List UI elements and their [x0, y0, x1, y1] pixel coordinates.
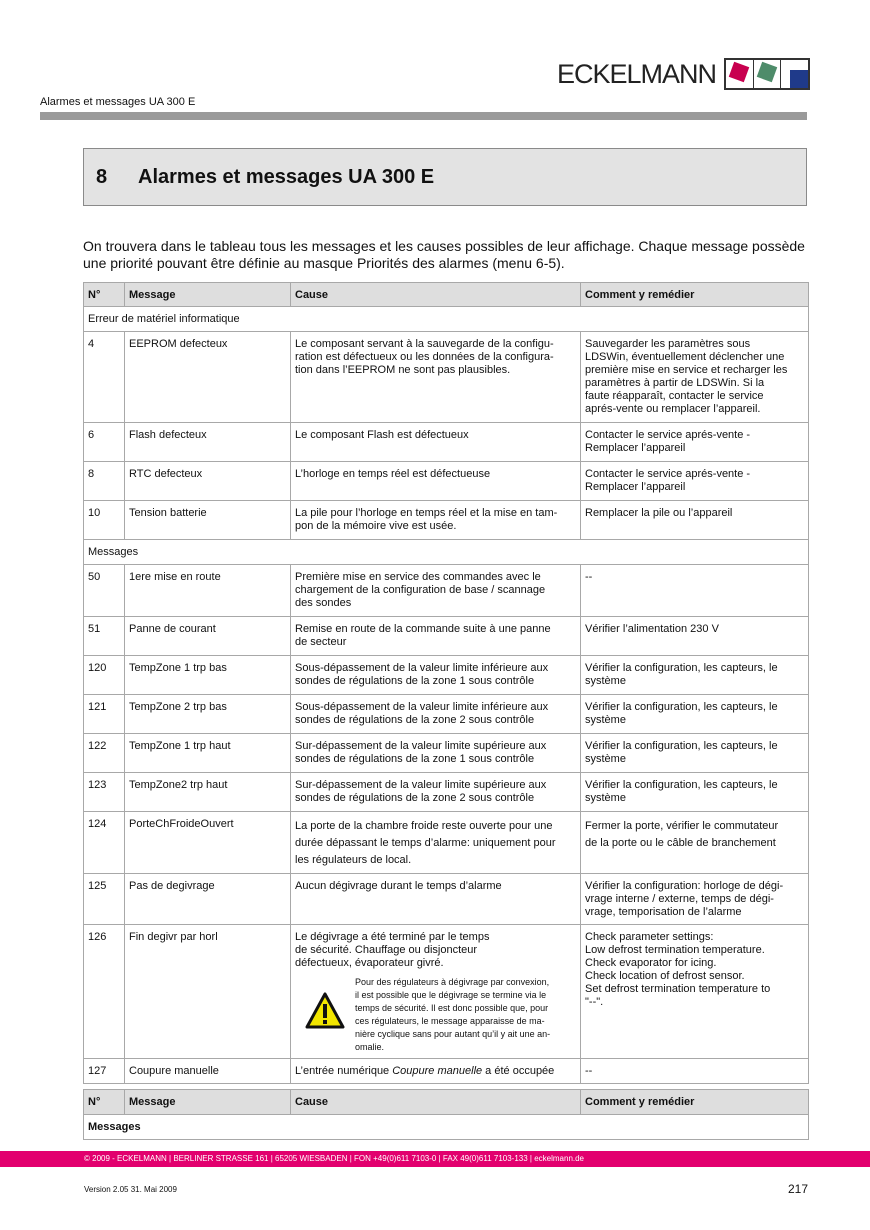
- alarm-number: 50: [84, 565, 125, 617]
- alarm-remedy: Contacter le service aprés-vente - Remplacer l’appareil: [581, 423, 809, 462]
- section-title: Messages: [84, 1115, 809, 1140]
- alarm-remedy: Sauvegarder les paramètres sous LDSWin, éventuellement déclencher une première mise en service et recharger les paramètres à partir de LDSWin. Si la faute réapparaît, contacter le service aprés-vente ou remplacer l’appareil.: [581, 332, 809, 423]
- footer-address: © 2009 - ECKELMANN | BERLINER STRASSE 161 | 65205 WIESBADEN | FON +49(0)611 7103-0 | FAX 49(0)611 7103-133 | eckelmann.de: [84, 1154, 585, 1163]
- chapter-number: 8: [96, 165, 108, 188]
- col-header-no: N°: [84, 283, 125, 307]
- table-row: [84, 565, 809, 617]
- alarm-cause: [291, 925, 581, 1059]
- alarm-message: Flash defecteux: [125, 423, 291, 462]
- logo-text: ECKELMANN: [557, 58, 717, 89]
- alarm-table: [83, 282, 809, 1084]
- alarm-message: TempZone 2 trp bas: [125, 695, 291, 734]
- section-title: Erreur de matériel informatique: [84, 307, 809, 332]
- alarm-remedy: --: [581, 565, 809, 617]
- chapter-heading: [83, 148, 807, 206]
- alarm-remedy: Fermer la porte, vérifier le commutateur de la porte ou le câble de branchement: [581, 812, 809, 874]
- cause-text: Le dégivrage a été terminé par le temps de sécurité. Chauffage ou disjoncteur défectueux, évaporateur givré.: [295, 931, 490, 969]
- intro-paragraph: On trouvera dans le tableau tous les messages et les causes possibles de leur affichage. Chaque message possède une priorité pouvant être définie au masque Priorités des alarmes (menu 6-5).: [83, 238, 805, 271]
- warning-text: Pour des régulateurs à dégivrage par convexion, il est possible que le dégivrage se termine via le temps de sécurité. Il est donc possible que, pour ces régulateurs, le message apparaisse de ma- nière cyclique sans pour autant qu’il y ait une an- omalie.: [355, 977, 551, 1052]
- alarm-cause: [291, 1059, 581, 1084]
- cause-text: a été occupée: [482, 1065, 555, 1077]
- table-row: [84, 695, 809, 734]
- alarm-number: 126: [84, 925, 125, 1059]
- table-row: [84, 925, 809, 1059]
- col-header-no: N°: [84, 1090, 125, 1115]
- table-row: [84, 332, 809, 423]
- alarm-number: 123: [84, 773, 125, 812]
- alarm-remedy: Vérifier la configuration, les capteurs, le système: [581, 734, 809, 773]
- alarm-number: 121: [84, 695, 125, 734]
- alarm-number: 10: [84, 501, 125, 540]
- alarm-cause: Le composant Flash est défectueux: [291, 423, 581, 462]
- section-row: [84, 540, 809, 565]
- alarm-message: EEPROM defecteux: [125, 332, 291, 423]
- alarm-cause: Remise en route de la commande suite à une panne de secteur: [291, 617, 581, 656]
- alarm-number: 120: [84, 656, 125, 695]
- cause-text: L’entrée numérique: [295, 1065, 393, 1077]
- alarm-number: 125: [84, 874, 125, 925]
- table-row: [84, 812, 809, 874]
- alarm-message: TempZone2 trp haut: [125, 773, 291, 812]
- alarm-remedy: Vérifier la configuration, les capteurs, le système: [581, 773, 809, 812]
- section-row: [84, 1115, 809, 1140]
- alarm-remedy: Vérifier la configuration, les capteurs, le système: [581, 695, 809, 734]
- alarm-remedy: --: [581, 1059, 809, 1084]
- section-title: Messages: [84, 540, 809, 565]
- alarm-message: RTC defecteux: [125, 462, 291, 501]
- alarm-message: 1ere mise en route: [125, 565, 291, 617]
- footer-bar: [0, 1151, 870, 1167]
- alarm-message: Fin degivr par horl: [125, 925, 291, 1059]
- table-row: [84, 773, 809, 812]
- alarm-message: Tension batterie: [125, 501, 291, 540]
- col-header-cause: Cause: [291, 1090, 581, 1115]
- alarm-remedy: Check parameter settings: Low defrost termination temperature. Check evaporator for icing. Check location of defrost sensor. Set defrost termination temperature to "--".: [581, 925, 809, 1059]
- version-info: Version 2.05 31. Mai 2009: [84, 1185, 177, 1194]
- alarm-number: 122: [84, 734, 125, 773]
- alarm-cause: Première mise en service des commandes avec le chargement de la configuration de base / scannage des sondes: [291, 565, 581, 617]
- table-row: [84, 874, 809, 925]
- alarm-table-continued: [83, 1089, 809, 1140]
- table-row: [84, 734, 809, 773]
- table-row: [84, 423, 809, 462]
- col-header-remedy: Comment y remédier: [581, 283, 809, 307]
- alarm-number: 127: [84, 1059, 125, 1084]
- alarm-remedy: Vérifier la configuration, les capteurs, le système: [581, 656, 809, 695]
- alarm-cause: L’horloge en temps réel est défectueuse: [291, 462, 581, 501]
- section-row: [84, 307, 809, 332]
- col-header-remedy: Comment y remédier: [581, 1090, 809, 1115]
- table-header-row: [84, 283, 809, 307]
- alarm-cause: Sur-dépassement de la valeur limite supérieure aux sondes de régulations de la zone 2 sous contrôle: [291, 773, 581, 812]
- alarm-cause: Sous-dépassement de la valeur limite inférieure aux sondes de régulations de la zone 1 sous contrôle: [291, 656, 581, 695]
- chapter-title: Alarmes et messages UA 300 E: [138, 165, 435, 188]
- cause-emphasis: Coupure manuelle: [392, 1065, 483, 1077]
- running-head: Alarmes et messages UA 300 E: [40, 96, 196, 108]
- logo-squares-icon: [724, 58, 810, 90]
- table-row: [84, 462, 809, 501]
- alarm-message: Pas de degivrage: [125, 874, 291, 925]
- warning-note: [305, 976, 576, 1054]
- alarm-message: Coupure manuelle: [125, 1059, 291, 1084]
- col-header-cause: Cause: [291, 283, 581, 307]
- alarm-number: 6: [84, 423, 125, 462]
- alarm-message: TempZone 1 trp bas: [125, 656, 291, 695]
- alarm-number: 124: [84, 812, 125, 874]
- table-row: [84, 617, 809, 656]
- alarm-message: Panne de courant: [125, 617, 291, 656]
- col-header-message: Message: [125, 283, 291, 307]
- alarm-remedy: Vérifier la configuration: horloge de dégi- vrage interne / externe, temps de dégi- vrage, temporisation de l’alarme: [581, 874, 809, 925]
- alarm-remedy: Vérifier l’alimentation 230 V: [581, 617, 809, 656]
- table-row: [84, 1059, 809, 1084]
- alarm-remedy: Remplacer la pile ou l’appareil: [581, 501, 809, 540]
- header-rule: [40, 112, 807, 120]
- alarm-remedy: Contacter le service aprés-vente - Remplacer l’appareil: [581, 462, 809, 501]
- table-header-row: [84, 1090, 809, 1115]
- table-row: [84, 501, 809, 540]
- alarm-cause: Le composant servant à la sauvegarde de la configu- ration est défectueux ou les données de la configura- tion dans l’EEPROM ne sont pas plausibles.: [291, 332, 581, 423]
- alarm-cause: La pile pour l’horloge en temps réel et la mise en tam- pon de la mémoire vive est usée.: [291, 501, 581, 540]
- page-number: 217: [788, 1182, 809, 1196]
- alarm-cause: Aucun dégivrage durant le temps d’alarme: [291, 874, 581, 925]
- alarm-number: 4: [84, 332, 125, 423]
- alarm-message: PorteChFroideOuvert: [125, 812, 291, 874]
- alarm-message: TempZone 1 trp haut: [125, 734, 291, 773]
- table-row: [84, 656, 809, 695]
- col-header-message: Message: [125, 1090, 291, 1115]
- warning-icon: [305, 992, 345, 1030]
- eckelmann-logo: [557, 58, 810, 90]
- alarm-number: 8: [84, 462, 125, 501]
- alarm-cause: Sur-dépassement de la valeur limite supérieure aux sondes de régulations de la zone 1 sous contrôle: [291, 734, 581, 773]
- alarm-cause: Sous-dépassement de la valeur limite inférieure aux sondes de régulations de la zone 2 sous contrôle: [291, 695, 581, 734]
- alarm-number: 51: [84, 617, 125, 656]
- alarm-cause: La porte de la chambre froide reste ouverte pour une durée dépassant le temps d’alarme: uniquement pour les régulateurs de local.: [291, 812, 581, 874]
